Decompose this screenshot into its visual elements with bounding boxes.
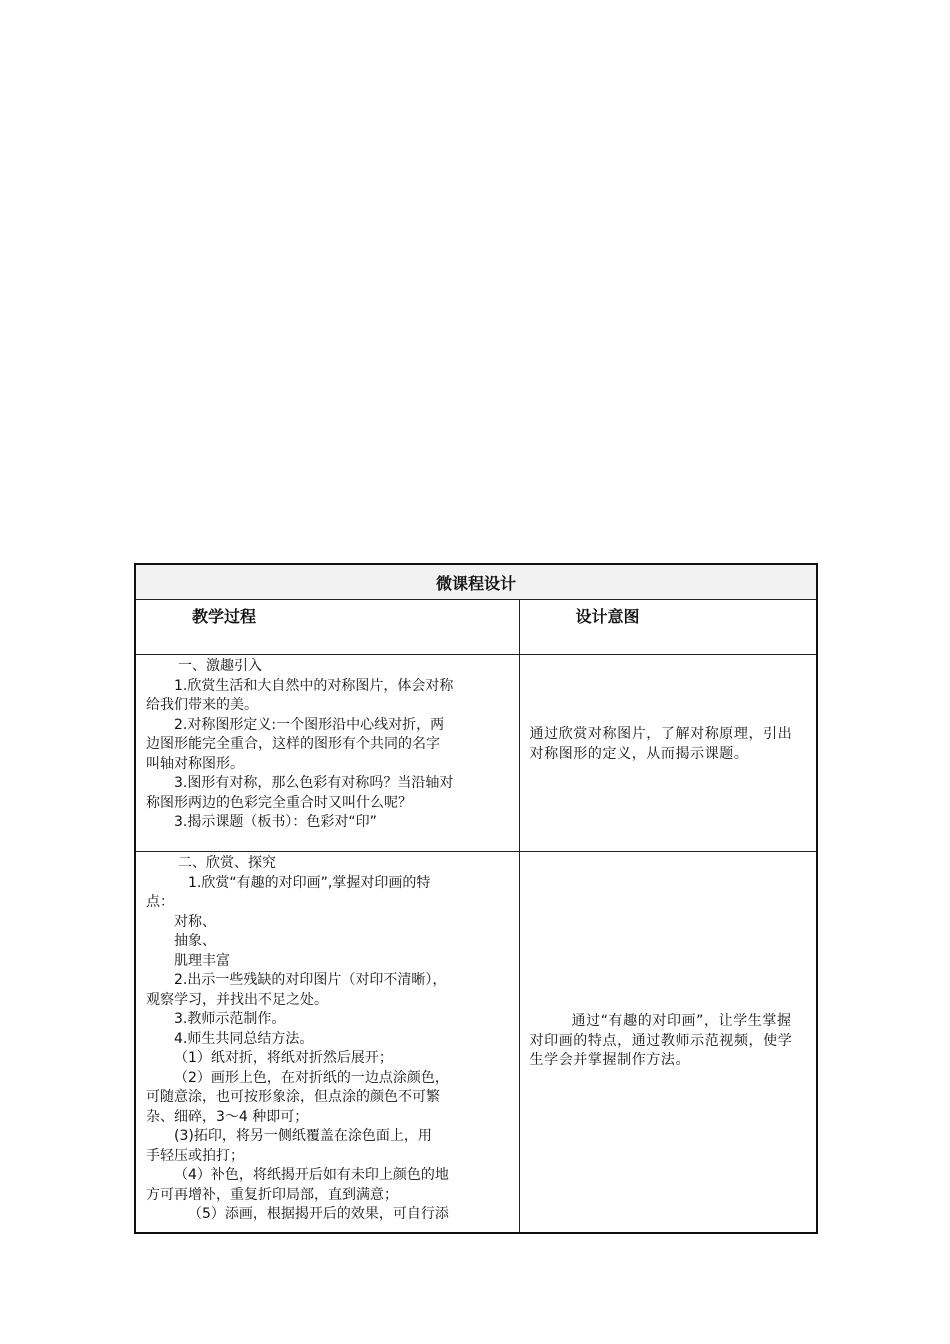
intent-text: 通过欣赏对称图片，了解对称原理，引出对称图形的定义，从而揭示课题。 xyxy=(529,726,793,762)
intent-text: 通过“有趣的对印画”，让学生掌握对印画的特点，通过教师示范视频，使学生学会并掌握制作方法。 xyxy=(529,1013,793,1068)
process-line: 3.图形有对称，那么色彩有对称吗？当沿轴对 xyxy=(174,775,454,791)
table-title-row xyxy=(135,564,817,600)
process-line: 1.欣赏生活和大自然中的对称图片，体会对称 xyxy=(174,677,454,694)
table-row xyxy=(135,852,817,1234)
process-line: 方可再增补，重复折印局部，直到满意； xyxy=(146,1186,398,1203)
table-header-row xyxy=(135,600,817,655)
column-header-intent: 设计意图 xyxy=(519,600,817,655)
process-cell-explore xyxy=(135,852,519,1234)
table-row xyxy=(135,655,817,852)
process-line: 3.教师示范制作。 xyxy=(174,1011,286,1027)
process-line: （4）补色，将纸揭开后如有未印上颜色的地 xyxy=(174,1167,449,1183)
process-line: 抽象、 xyxy=(174,933,216,949)
process-cell-intro xyxy=(135,655,519,852)
process-line: 杂、细碎，3～4 种即可； xyxy=(146,1108,309,1125)
intent-cell-explore xyxy=(519,852,817,1234)
table-title: 微课程设计 xyxy=(135,564,817,600)
process-line: 2.对称图形定义:一个图形沿中心线对折，两 xyxy=(174,716,445,733)
section-heading-intro: 一、激趣引入 xyxy=(178,658,262,674)
process-line: 可随意涂，也可按形象涂，但点涂的颜色不可繁 xyxy=(146,1089,440,1105)
process-line: 1.欣赏“有趣的对印画”,掌握对印画的特 xyxy=(188,874,431,891)
process-line: （1）纸对折，将纸对折然后展开； xyxy=(174,1050,393,1066)
process-line: （2）画形上色，在对折纸的一边点涂颜色， xyxy=(174,1069,449,1086)
process-line: 3.揭示课题（板书）：色彩对“印” xyxy=(174,814,377,830)
process-line: 叫轴对称图形。 xyxy=(146,755,244,772)
section-heading-explore: 二、欣赏、探究 xyxy=(178,855,276,871)
intent-cell-intro xyxy=(519,655,817,852)
process-line: 称图形两边的色彩完全重合时又叫什么呢？ xyxy=(146,794,412,811)
process-line: 手轻压或拍打； xyxy=(146,1147,244,1164)
process-line: 边图形能完全重合，这样的图形有个共同的名字 xyxy=(146,736,440,752)
process-line: 2.出示一些残缺的对印图片（对印不清晰）， xyxy=(174,972,447,988)
process-line: 4.师生共同总结方法。 xyxy=(174,1030,314,1047)
process-line: 观察学习，并找出不足之处。 xyxy=(146,991,328,1008)
process-line: 给我们带来的美。 xyxy=(146,697,258,713)
process-line: 点： xyxy=(146,894,174,910)
micro-course-design-table xyxy=(134,563,818,1234)
column-header-process: 教学过程 xyxy=(135,600,519,655)
process-line: （5）添画，根据揭开后的效果，可自行添 xyxy=(188,1206,449,1222)
process-line: (3)拓印，将另一侧纸覆盖在涂色面上，用 xyxy=(174,1128,432,1144)
process-line: 肌理丰富 xyxy=(174,952,230,969)
process-line: 对称、 xyxy=(174,913,216,930)
